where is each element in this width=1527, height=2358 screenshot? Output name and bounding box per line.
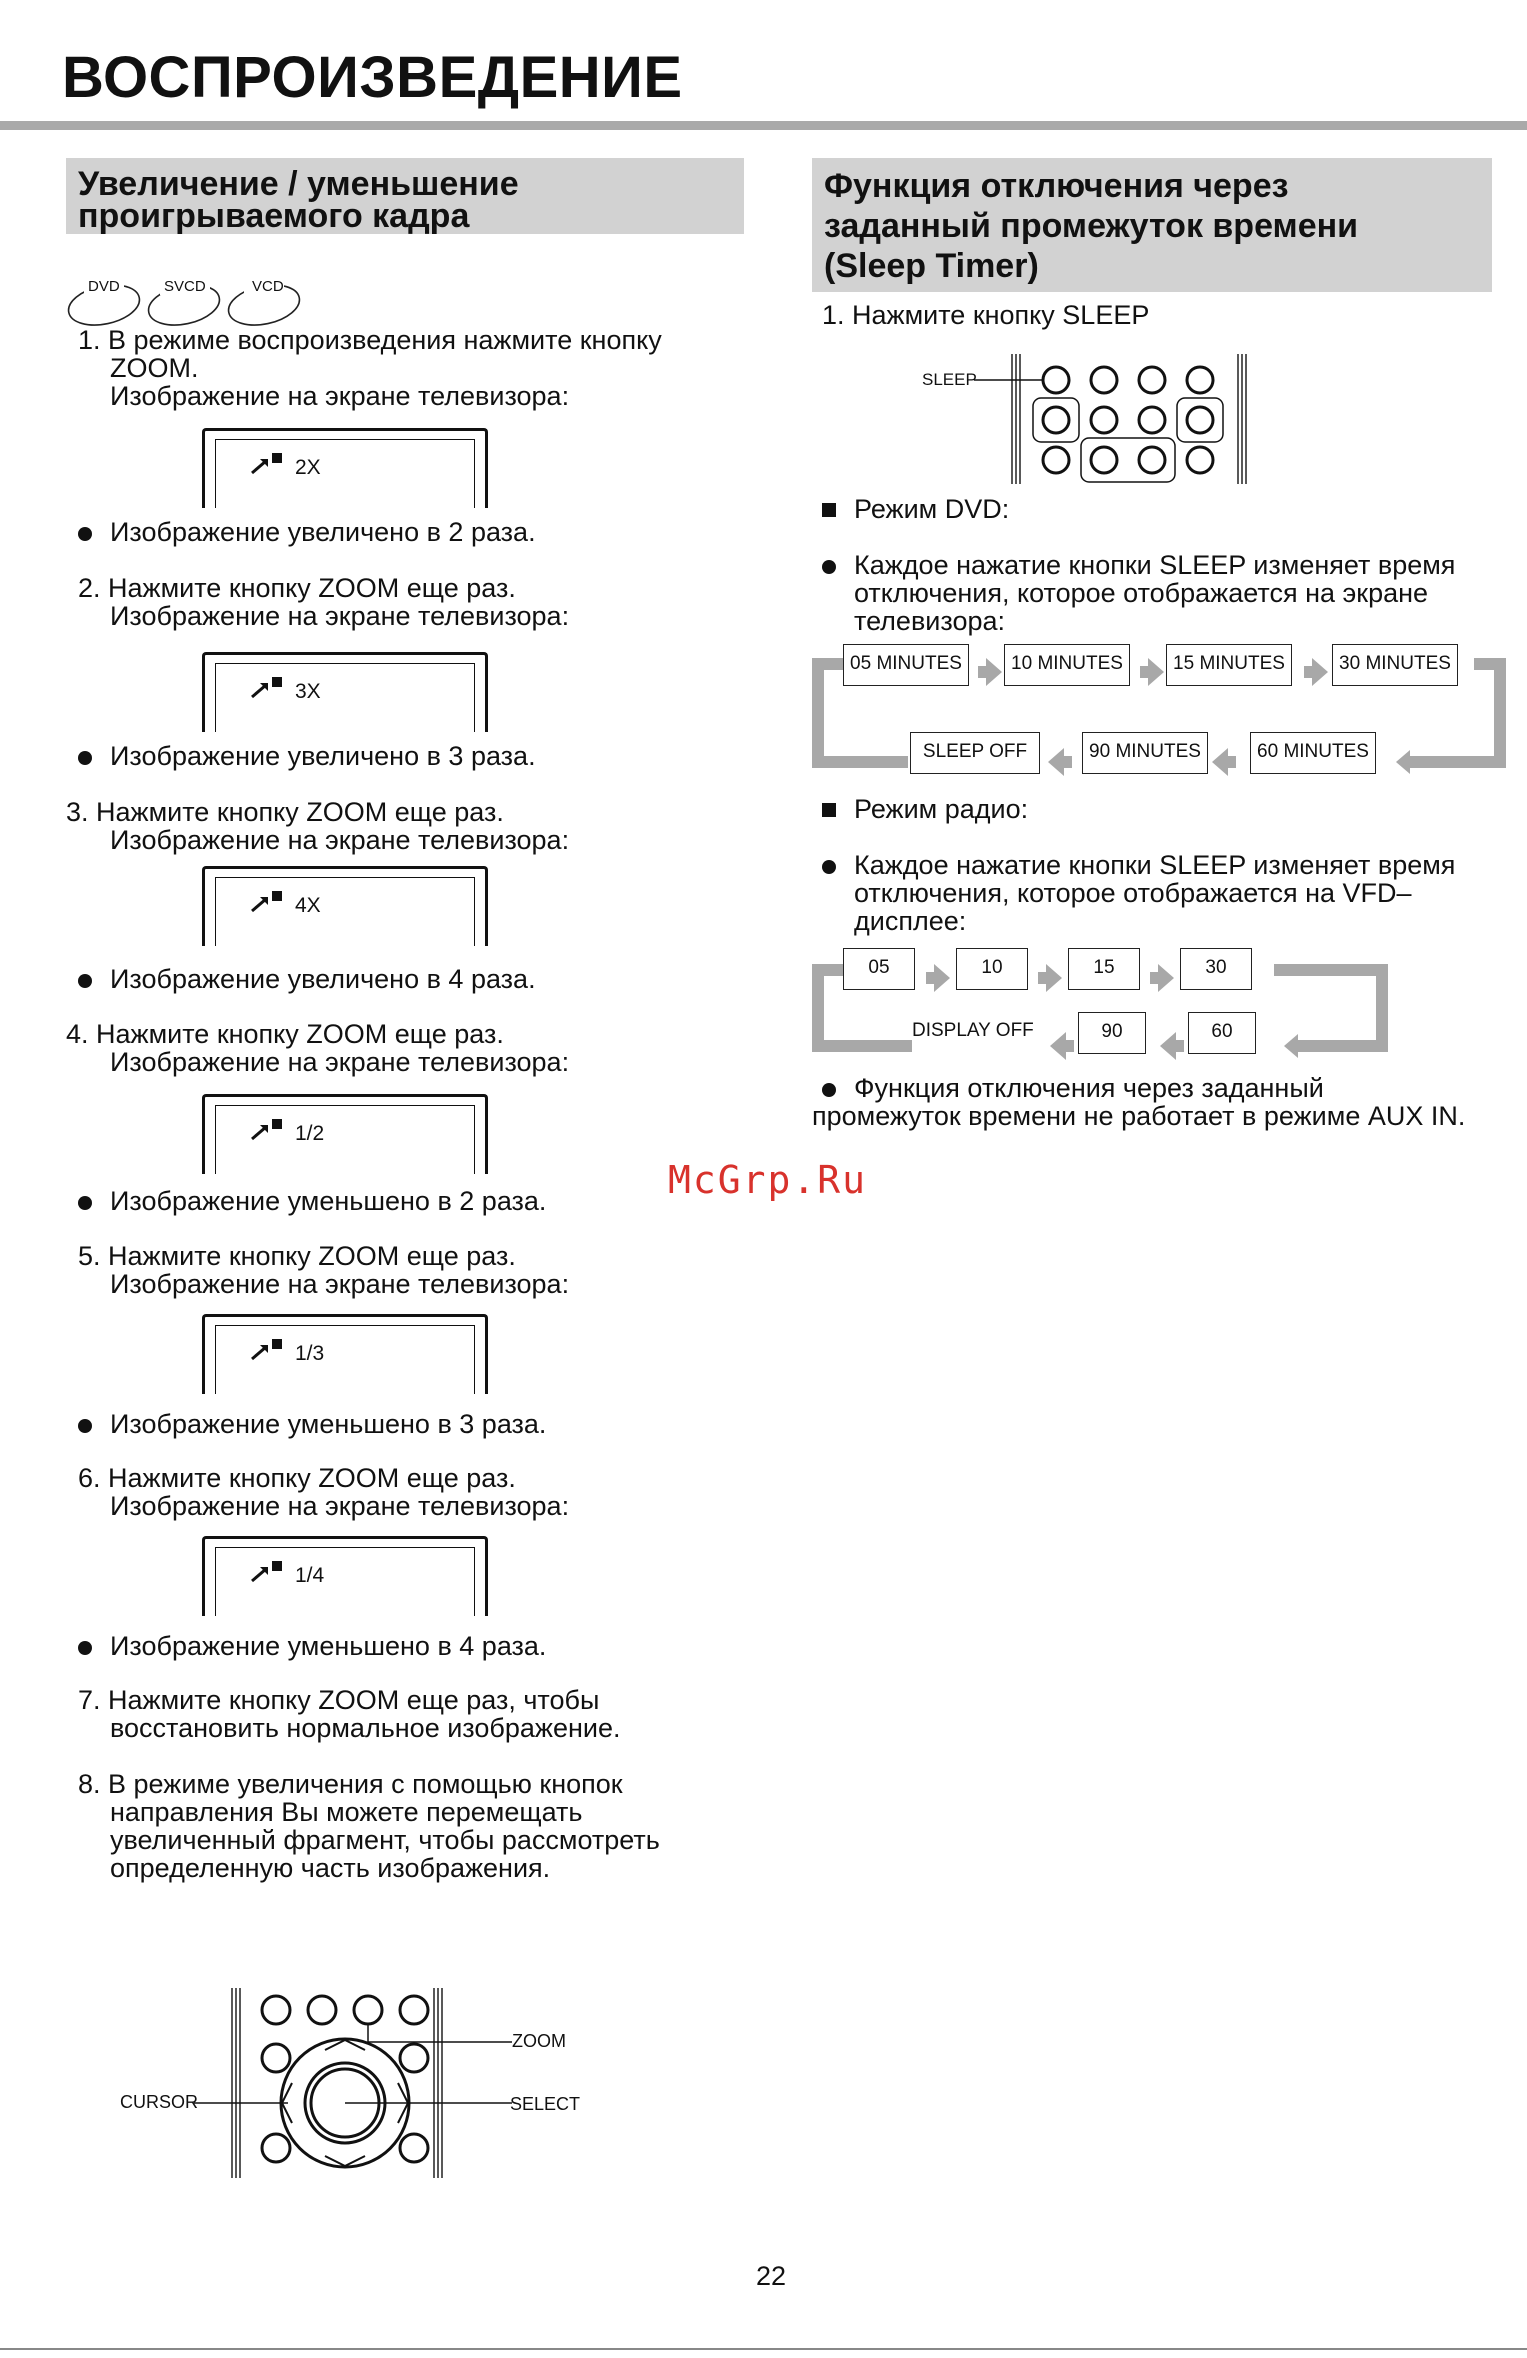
screen-caption-4: Изображение на экране телевизора:	[110, 1047, 570, 1077]
dvd-cycle-15: 15 MINUTES	[1166, 644, 1292, 686]
bullet	[78, 751, 92, 765]
screen-zoom-value: 1/3	[295, 1342, 325, 1365]
tv-screen-4x	[202, 866, 488, 946]
dvd-cycle-10: 10 MINUTES	[1004, 644, 1130, 686]
zoom-icon	[250, 1339, 286, 1361]
dvd-cycle-05: 05 MINUTES	[843, 644, 969, 686]
radio-cycle-10: 10	[956, 948, 1028, 990]
footer-divider	[0, 2348, 1527, 2350]
zoom-step6: 6. Нажмите кнопку ZOOM еще раз.	[78, 1463, 516, 1493]
watermark: McGrp.Ru	[668, 1158, 868, 1202]
dvd-text-line3: телевизора:	[854, 606, 1006, 636]
dvd-cycle-90: 90 MINUTES	[1082, 732, 1208, 774]
disc-svcd-label: SVCD	[164, 278, 206, 295]
zoom-section-heading	[66, 158, 744, 234]
remote-sleep-label: SLEEP	[922, 370, 977, 389]
tv-screen-third	[202, 1314, 488, 1394]
screen-caption-6: Изображение на экране телевизора:	[110, 1491, 570, 1521]
zoom-step7-line1: 7. Нажмите кнопку ZOOM еще раз, чтобы	[78, 1685, 600, 1715]
zoom-icon	[250, 453, 286, 475]
sleep-heading-line2: заданный промежуток времени	[824, 207, 1359, 245]
sleep-note-line1: Функция отключения через заданный	[854, 1073, 1324, 1103]
sleep-section-heading	[812, 158, 1492, 292]
sleep-heading-line1: Функция отключения через	[824, 167, 1289, 205]
zoom-icon	[250, 1119, 286, 1141]
bullet	[822, 560, 836, 574]
title-divider	[0, 121, 1527, 130]
zoom-step1-line1: 1. В режиме воспроизведения нажмите кнопку	[78, 325, 662, 355]
page-title: ВОСПРОИЗВЕДЕНИЕ	[62, 45, 683, 110]
dvd-cycle-30: 30 MINUTES	[1332, 644, 1458, 686]
dvd-mode-label: Режим DVD:	[854, 494, 1010, 524]
zoom-step8-line4: определенную часть изображения.	[110, 1853, 551, 1883]
dvd-cycle-off: SLEEP OFF	[910, 732, 1040, 774]
zoom-result1: Изображение увеличено в 2 раза.	[110, 517, 536, 547]
zoom-result4: Изображение уменьшено в 2 раза.	[110, 1186, 547, 1216]
zoom-icon	[250, 677, 286, 699]
bullet	[822, 860, 836, 874]
zoom-icon	[250, 891, 286, 913]
radio-text-line2: отключения, которое отображается на VFD–	[854, 878, 1412, 908]
remote-zoom-diagram	[110, 1988, 590, 2188]
zoom-step2: 2. Нажмите кнопку ZOOM еще раз.	[78, 573, 516, 603]
disc-vcd-label: VCD	[252, 278, 284, 295]
zoom-step8-line3: увеличенный фрагмент, чтобы рассмотреть	[110, 1825, 660, 1855]
zoom-step4: 4. Нажмите кнопку ZOOM еще раз.	[66, 1019, 504, 1049]
screen-zoom-value: 3X	[295, 680, 321, 703]
tv-screen-half	[202, 1094, 488, 1174]
radio-cycle-30: 30	[1180, 948, 1252, 990]
zoom-result2: Изображение увеличено в 3 раза.	[110, 741, 536, 771]
tv-screen-quarter	[202, 1536, 488, 1616]
zoom-step8-line2: направления Вы можете перемещать	[110, 1797, 583, 1827]
dvd-text-line1: Каждое нажатие кнопки SLEEP изменяет время	[854, 550, 1456, 580]
radio-text-line1: Каждое нажатие кнопки SLEEP изменяет время	[854, 850, 1456, 880]
radio-cycle-15: 15	[1068, 948, 1140, 990]
zoom-step5: 5. Нажмите кнопку ZOOM еще раз.	[78, 1241, 516, 1271]
sleep-note-line2: промежуток времени не работает в режиме AUX IN.	[812, 1101, 1466, 1131]
remote-select-label: SELECT	[510, 2094, 581, 2114]
remote-zoom-label: ZOOM	[512, 2031, 566, 2051]
radio-cycle-90: 90	[1078, 1012, 1146, 1054]
screen-zoom-value: 4X	[295, 894, 321, 917]
sleep-step1: 1. Нажмите кнопку SLEEP	[822, 300, 1150, 330]
screen-zoom-value: 2X	[295, 456, 321, 479]
square-bullet	[822, 503, 836, 517]
radio-cycle-05: 05	[843, 948, 915, 990]
screen-caption-2: Изображение на экране телевизора:	[110, 601, 570, 631]
dvd-text-line2: отключения, которое отображается на экране	[854, 578, 1429, 608]
remote-cursor-label: CURSOR	[120, 2092, 199, 2112]
zoom-step7-line2: восстановить нормальное изображение.	[110, 1713, 621, 1743]
screen-caption-1: Изображение на экране телевизора:	[110, 381, 570, 411]
sleep-heading-line3: (Sleep Timer)	[824, 247, 1039, 285]
page-number: 22	[756, 2261, 787, 2291]
zoom-step8-line1: 8. В режиме увеличения с помощью кнопок	[78, 1769, 623, 1799]
screen-zoom-value: 1/2	[295, 1122, 325, 1145]
bullet	[78, 527, 92, 541]
tv-screen-3x	[202, 652, 488, 732]
screen-zoom-value: 1/4	[295, 1564, 325, 1587]
zoom-result3: Изображение увеличено в 4 раза.	[110, 964, 536, 994]
bullet	[822, 1083, 836, 1097]
radio-text-line3: дисплее:	[854, 906, 967, 936]
zoom-step3: 3. Нажмите кнопку ZOOM еще раз.	[66, 797, 504, 827]
screen-caption-5: Изображение на экране телевизора:	[110, 1269, 570, 1299]
bullet	[78, 974, 92, 988]
radio-mode-label: Режим радио:	[854, 794, 1029, 824]
tv-screen-2x	[202, 428, 488, 508]
bullet	[78, 1641, 92, 1655]
radio-cycle-off: DISPLAY OFF	[912, 1020, 1034, 1041]
zoom-step1-line2: ZOOM.	[110, 353, 199, 383]
bullet	[78, 1419, 92, 1433]
zoom-result5: Изображение уменьшено в 3 раза.	[110, 1409, 547, 1439]
radio-cycle-60: 60	[1188, 1012, 1256, 1054]
zoom-heading-line1: Увеличение / уменьшение	[78, 165, 519, 203]
dvd-cycle-60: 60 MINUTES	[1250, 732, 1376, 774]
zoom-icon	[250, 1561, 286, 1583]
zoom-heading-line2: проигрываемого кадра	[78, 197, 470, 235]
square-bullet	[822, 803, 836, 817]
disc-dvd-label: DVD	[88, 278, 120, 295]
zoom-result6: Изображение уменьшено в 4 раза.	[110, 1631, 547, 1661]
bullet	[78, 1196, 92, 1210]
screen-caption-3: Изображение на экране телевизора:	[110, 825, 570, 855]
